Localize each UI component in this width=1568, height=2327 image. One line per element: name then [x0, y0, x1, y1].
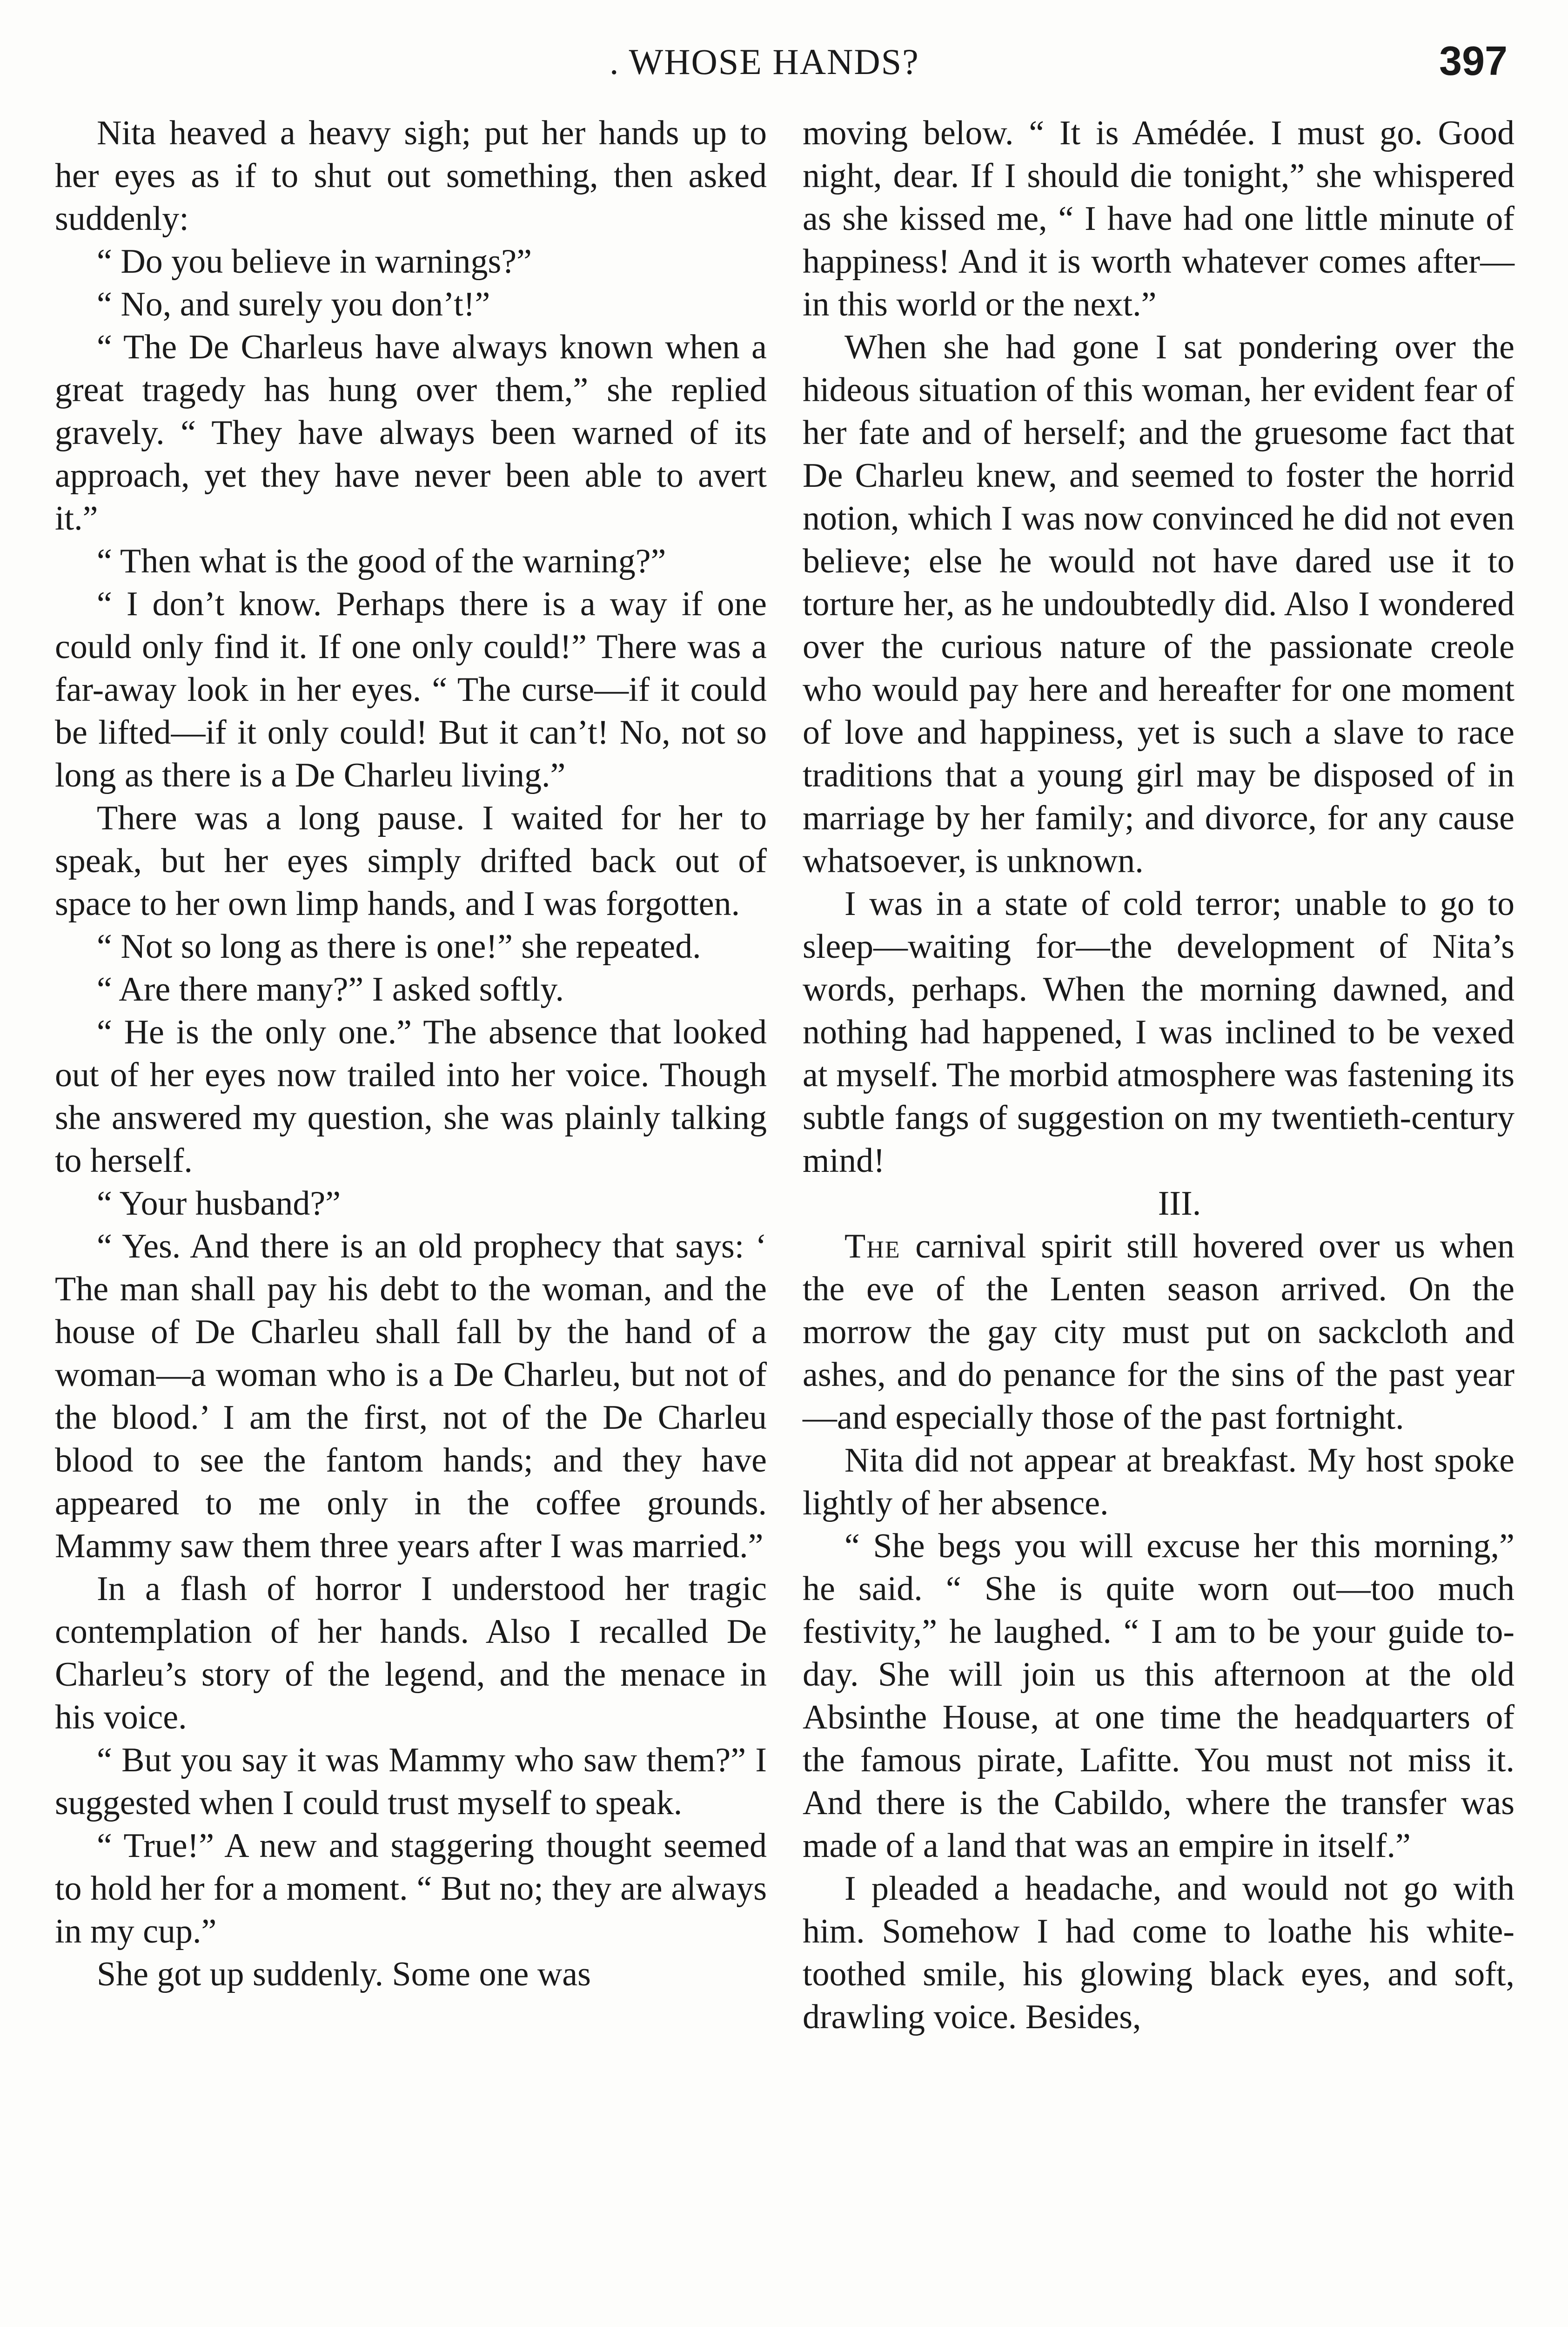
lead-word: The: [844, 1227, 901, 1265]
paragraph: “ No, and surely you don’t!”: [97, 285, 490, 323]
paragraph-text: carnival spirit still hovered over us when the eve of the Lenten season arrived. On the morrow the gay city must put on sackcloth and ashes, and do penance for the sins of the past year—and especially those of the past fortnight.: [803, 1227, 1514, 1437]
paragraph: In a flash of horror I understood her tragic contemplation of her hands. Also I recalled De Charleu’s story of the legend, and the menace in his voice.: [55, 1570, 767, 1736]
page-header: [0, 33, 1568, 98]
paragraph: When she had gone I sat pondering over the hideous situation of this woman, her evident fear of her fate and of herself; and the gruesome fact that De Charleu knew, and seemed to foster the horrid notion, which I was now convinced he did not even believe; else he would not have dared use it to torture her, as he undoubtedly did. Also I wondered over the curious nature of the passionate creole who would pay here and hereafter for one moment of love and happiness, yet is such a slave to race traditions that a young girl may be disposed of in marriage by her family; and divorce, for any cause whatsoever, is unknown.: [803, 328, 1514, 880]
paragraph: “ He is the only one.” The absence that looked out of her eyes now trailed into her voice. Though she answered my question, she was plainly talking to herself.: [55, 1013, 767, 1180]
section-first-paragraph: [803, 1225, 1514, 1439]
paragraph: “ Not so long as there is one!” she repeated.: [97, 928, 701, 966]
paragraph: “ But you say it was Mammy who saw them?” I suggested when I could trust myself to speak.: [55, 1741, 767, 1822]
paragraph: “ Your husband?”: [97, 1184, 341, 1223]
page-number: 397: [1439, 38, 1508, 84]
paragraph: She got up suddenly. Some one was: [97, 1955, 591, 1993]
paragraph: moving below. “ It is Amédée. I must go. Good night, dear. If I should die tonight,” she whispered as she kissed me, “ I have had one little minute of happiness! And it is worth whatever comes after—in this world or the next.”: [803, 114, 1514, 323]
paragraph: “ I don’t know. Perhaps there is a way if one could only find it. If one only could!” There was a far-away look in her eyes. “ The curse—if it could be lifted—if it only could! But it can’t! No, not so long as there is a De Charleu living.”: [55, 585, 767, 794]
paragraph: “ Yes. And there is an old prophecy that says: ‘ The man shall pay his debt to the woman, and the house of De Charleu shall fall by the hand of a woman—a woman who is a De Charleu, but not of the blood.’ I am the first, not of the De Charleu blood to see the fantom hands; and they have appeared to me only in the coffee grounds. Mammy saw them three years after I was married.”: [55, 1227, 767, 1565]
paragraph: “ True!” A new and staggering thought seemed to hold her for a moment. “ But no; they are always in my cup.”: [55, 1827, 767, 1950]
paragraph: Nita heaved a heavy sigh; put her hands up to her eyes as if to shut out something, then asked suddenly:: [55, 114, 767, 238]
paragraph: I pleaded a headache, and would not go with him. Somehow I had come to loathe his white-toothed smile, his glowing black eyes, and soft, drawling voice. Besides,: [803, 1870, 1514, 2036]
paragraph: “ Do you believe in warnings?”: [97, 242, 532, 281]
paragraph: I was in a state of cold terror; unable to go to sleep—waiting for—the development of Nita’s words, perhaps. When the morning dawned, and nothing had happened, I was inclined to be vexed at myself. The morbid atmosphere was fastening its subtle fangs of suggestion on my twentieth-century mind!: [803, 885, 1514, 1180]
section-heading: III.: [1158, 1184, 1201, 1223]
paragraph: “ The De Charleus have always known when a great tragedy has hung over them,” she replied gravely. “ They have always been warned of its approach, yet they have never been able to avert it.”: [55, 328, 767, 538]
paragraph: “ She begs you will excuse her this morning,” he said. “ She is quite worn out—too much festivity,” he laughed. “ I am to be your guide to-day. She will join us this afternoon at the old Absinthe House, at one time the headquarters of the famous pirate, Lafitte. You must not miss it. And there is the Cabildo, where the transfer was made of a land that was an empire in itself.”: [803, 1527, 1514, 1865]
paragraph: There was a long pause. I waited for her to speak, but her eyes simply drifted back out of space to her own limp hands, and I was forgotten.: [55, 799, 767, 923]
right-column: [803, 112, 1514, 2038]
paragraph: “ Then what is the good of the warning?”: [97, 542, 666, 580]
paragraph: Nita did not appear at breakfast. My host spoke lightly of her absence.: [803, 1441, 1514, 1522]
paragraph: “ Are there many?” I asked softly.: [97, 970, 564, 1009]
left-column: [55, 112, 767, 1996]
running-title: . WHOSE HANDS?: [610, 41, 919, 82]
